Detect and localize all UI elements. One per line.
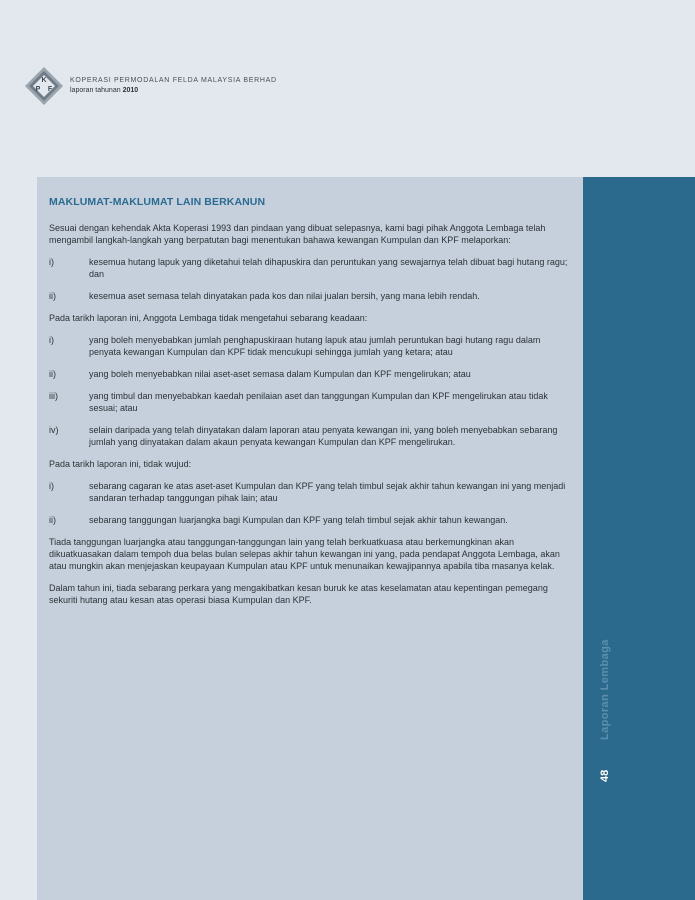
list-item-text: sebarang cagaran ke atas aset-aset Kumpulan dan KPF yang telah timbul sejak akhir tahun kewangan ini yang menjadi sandaran terhadap tanggungan pihak lain; atau	[89, 481, 566, 503]
list-marker: i)	[49, 481, 54, 491]
list-marker: iv)	[49, 425, 59, 435]
list-item-text: yang boleh menyebabkan jumlah penghapuskiraan hutang lapuk atau jumlah peruntukan bagi hutang ragu dalam penyata kewangan Kumpulan dan KPF tidak mencukupi sehingga jumlah yang ketara; atau	[89, 335, 541, 357]
paragraph-3: Pada tarikh laporan ini, tidak wujud:	[49, 459, 192, 469]
section-title: MAKLUMAT-MAKLUMAT LAIN BERKANUN	[49, 196, 266, 208]
page-header	[24, 66, 277, 106]
list-marker: ii)	[49, 515, 56, 525]
list-item-text: yang timbul dan menyebabkan kaedah penilaian aset dan tanggungan Kumpulan dan KPF mengelirukan atau tidak sesuai; atau	[89, 391, 548, 413]
sidebar-title: Laporan Lembaga	[599, 639, 611, 740]
report-prefix: laporan tahunan	[70, 87, 121, 94]
list-item-text: kesemua hutang lapuk yang diketahui telah dihapuskira dan peruntukan yang sewajarnya telah dibuat bagi hutang ragu; dan	[89, 257, 568, 279]
list-item	[49, 514, 574, 526]
logo-letter-k: K	[41, 77, 47, 84]
list-item-text: yang boleh menyebabkan nilai aset-aset semasa dalam Kumpulan dan KPF mengelirukan; atau	[89, 369, 471, 379]
list-item-text: sebarang tanggungan luarjangka bagi Kumpulan dan KPF yang telah timbul sejak akhir tahun kewangan.	[89, 515, 508, 525]
list-marker: ii)	[49, 291, 56, 301]
paragraph-5: Dalam tahun ini, tiada sebarang perkara yang mengakibatkan kesan buruk ke atas keselamatan atau kepentingan pemegang sekuriti hutang atau kesan atas operasi biasa Kumpulan dan KPF.	[49, 583, 548, 605]
list-item	[49, 480, 574, 504]
logo-letter-f: F	[47, 86, 53, 93]
logo-letter-p: P	[35, 86, 41, 93]
list-item-text: selain daripada yang telah dinyatakan dalam laporan atau penyata kewangan ini, yang boleh menyebabkan sebarang jumlah yang dinyatakan dalam akaun penyata kewangan Kumpulan dan KPF mengelirukan.	[89, 425, 558, 447]
kpf-logo	[24, 66, 64, 106]
list-item	[49, 390, 574, 414]
report-year: 2010	[122, 87, 139, 94]
list-item-text: kesemua aset semasa telah dinyatakan pada kos dan nilai jualan bersih, yang mana lebih rendah.	[89, 291, 480, 301]
list-item	[49, 334, 574, 358]
list-item	[49, 256, 574, 280]
paragraph-4: Tiada tanggungan luarjangka atau tanggungan-tanggungan lain yang telah berkuatkuasa atau berkemungkinan akan dikuatkuasakan dalam tempoh dua belas bulan selepas akhir tahun kewangan ini yang, pada pendapat Anggota Lembaga, akan atau mungkin akan menjejaskan keupayaan Kumpulan atau KPF untuk menunaikan kewajipannya apabila tiba masanya kelak.	[49, 537, 560, 571]
sidebar-band	[583, 177, 695, 900]
intro-paragraph: Sesuai dengan kehendak Akta Koperasi 1993 dan pindaan yang dibuat selepasnya, kami bagi pihak Anggota Lembaga telah mengambil langkah-langkah yang berpatutan bagi menentukan bahawa kewangan Kumpulan dan KPF melaporkan:	[49, 223, 546, 245]
list-marker: i)	[49, 257, 54, 267]
list-marker: i)	[49, 335, 54, 345]
main-content	[49, 196, 574, 616]
report-label	[70, 86, 277, 96]
list-item	[49, 290, 574, 302]
list-item	[49, 424, 574, 448]
list-marker: ii)	[49, 369, 56, 379]
page-number: 48	[599, 769, 611, 782]
list-item	[49, 368, 574, 380]
paragraph-2: Pada tarikh laporan ini, Anggota Lembaga tidak mengetahui sebarang keadaan:	[49, 313, 368, 323]
organization-name: KOPERASI PERMODALAN FELDA MALAYSIA BERHAD	[70, 77, 277, 84]
header-text	[70, 76, 277, 96]
list-marker: iii)	[49, 391, 58, 401]
